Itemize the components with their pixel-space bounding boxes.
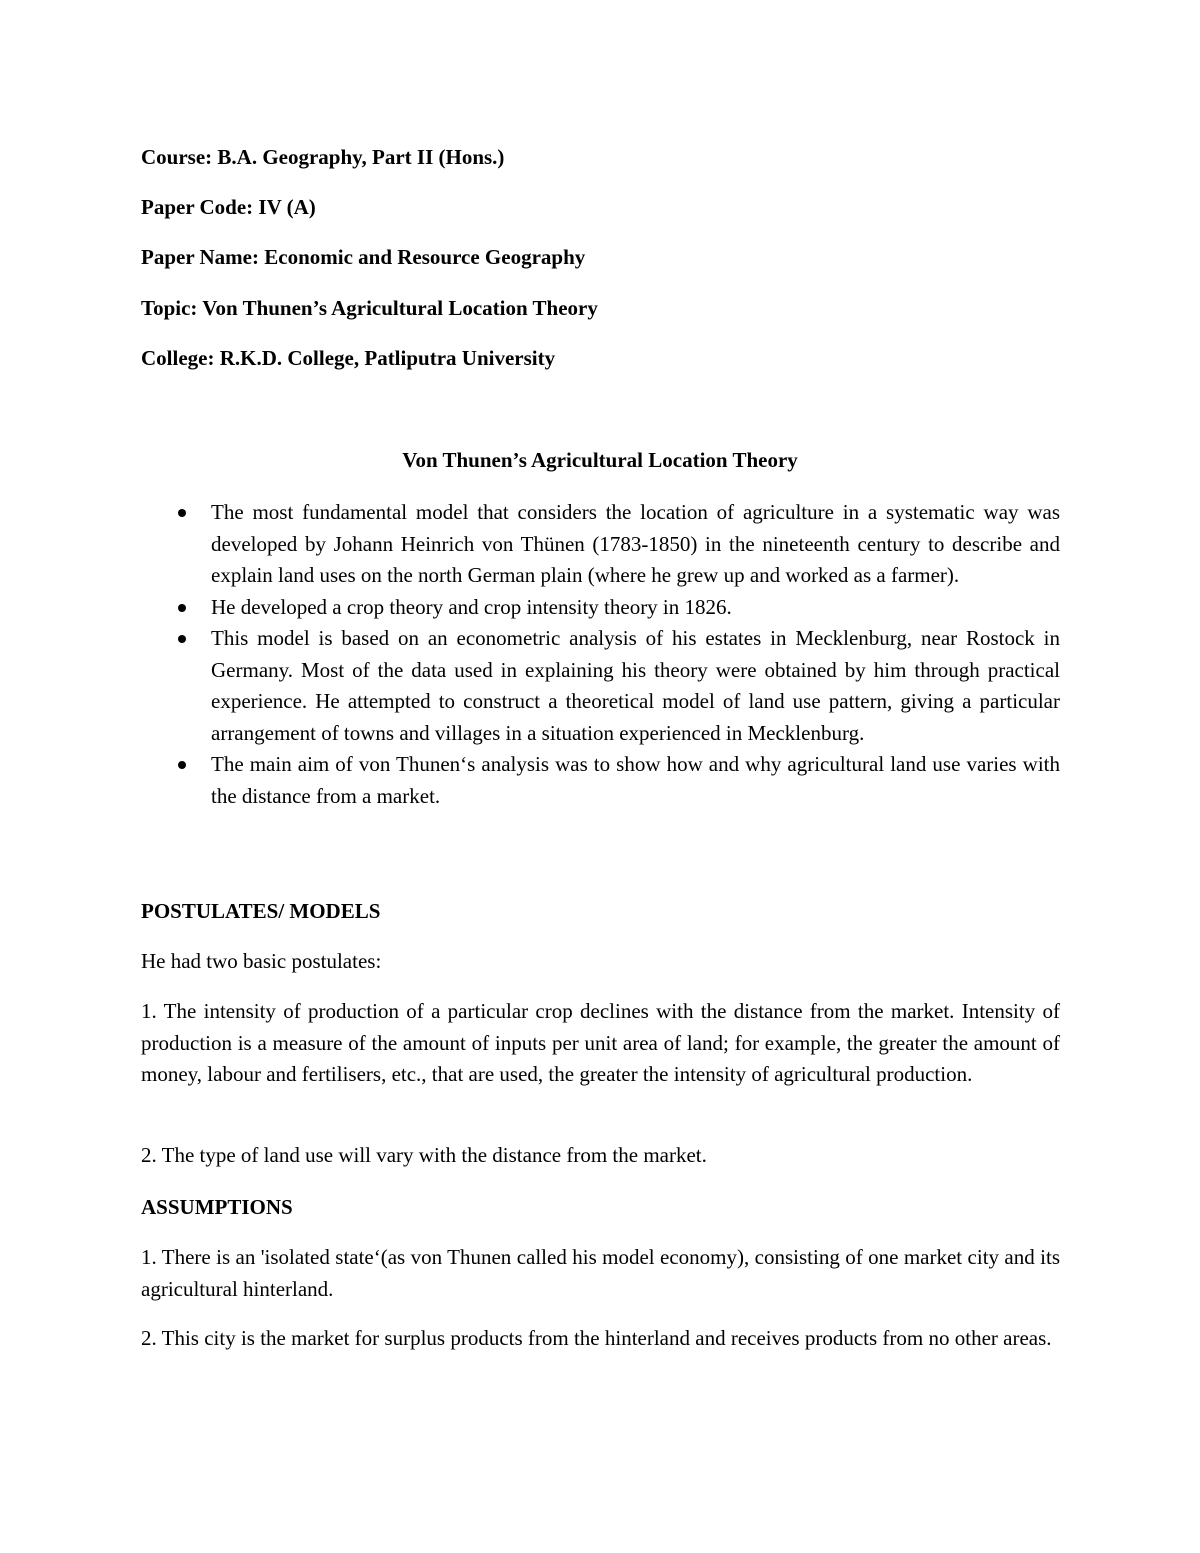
bullet-text: The main aim of von Thunen‘s analysis was to show how and why agricultural land use varies with the distance from a market. [211, 752, 1060, 808]
bullet-text: This model is based on an econometric analysis of his estates in Mecklenburg, near Rostock in Germany. Most of the data used in explaining his theory were obtained by him through practical experience. He attempted to construct a theoretical model of land use pattern, giving a particular arrangement of towns and villages in a situation experienced in Mecklenburg. [211, 626, 1060, 745]
postulate-item: 2. The type of land use will vary with the distance from the market. [141, 1143, 707, 1167]
bullet-icon [178, 761, 186, 769]
bullet-item [141, 497, 1060, 592]
assumption-item: 2. This city is the market for surplus products from the hinterland and receives products from no other areas. [141, 1326, 1052, 1350]
bullet-icon [178, 635, 186, 643]
paper-name-line: Paper Name: Economic and Resource Geography [141, 245, 586, 269]
course-line: Course: B.A. Geography, Part II (Hons.) [141, 145, 505, 169]
bullet-icon [178, 509, 186, 517]
assumptions-heading: ASSUMPTIONS [141, 1195, 293, 1219]
bullet-item [141, 623, 1060, 749]
postulate-item: 1. The intensity of production of a particular crop declines with the distance from the market. Intensity of production is a measure of the amount of inputs per unit area of land; for example, the greater the amount of money, labour and fertilisers, etc., that are used, the greater the intensity of agricultural production. [141, 999, 1060, 1086]
paper-code-line: Paper Code: IV (A) [141, 195, 316, 219]
assumption-item: 1. There is an 'isolated state‘(as von Thunen called his model economy), consisting of one market city and its agricultural hinterland. [141, 1245, 1060, 1301]
postulates-intro: He had two basic postulates: [141, 949, 382, 973]
postulates-heading: POSTULATES/ MODELS [141, 899, 381, 923]
bullet-item [141, 749, 1060, 812]
bullet-text: He developed a crop theory and crop intensity theory in 1826. [211, 594, 732, 619]
bullet-icon [178, 604, 186, 612]
topic-line: Topic: Von Thunen’s Agricultural Location Theory [141, 296, 598, 320]
document-title: Von Thunen’s Agricultural Location Theory [402, 448, 798, 472]
college-line: College: R.K.D. College, Patliputra University [141, 346, 556, 370]
bullet-item [141, 592, 1060, 624]
intro-bullet-list [141, 497, 1060, 812]
bullet-text: The most fundamental model that considers the location of agriculture in a systematic way was developed by Johann Heinrich von Thünen (1783-1850) in the nineteenth century to describe and explain land uses on the north German plain (where he grew up and worked as a farmer). [211, 500, 1060, 587]
